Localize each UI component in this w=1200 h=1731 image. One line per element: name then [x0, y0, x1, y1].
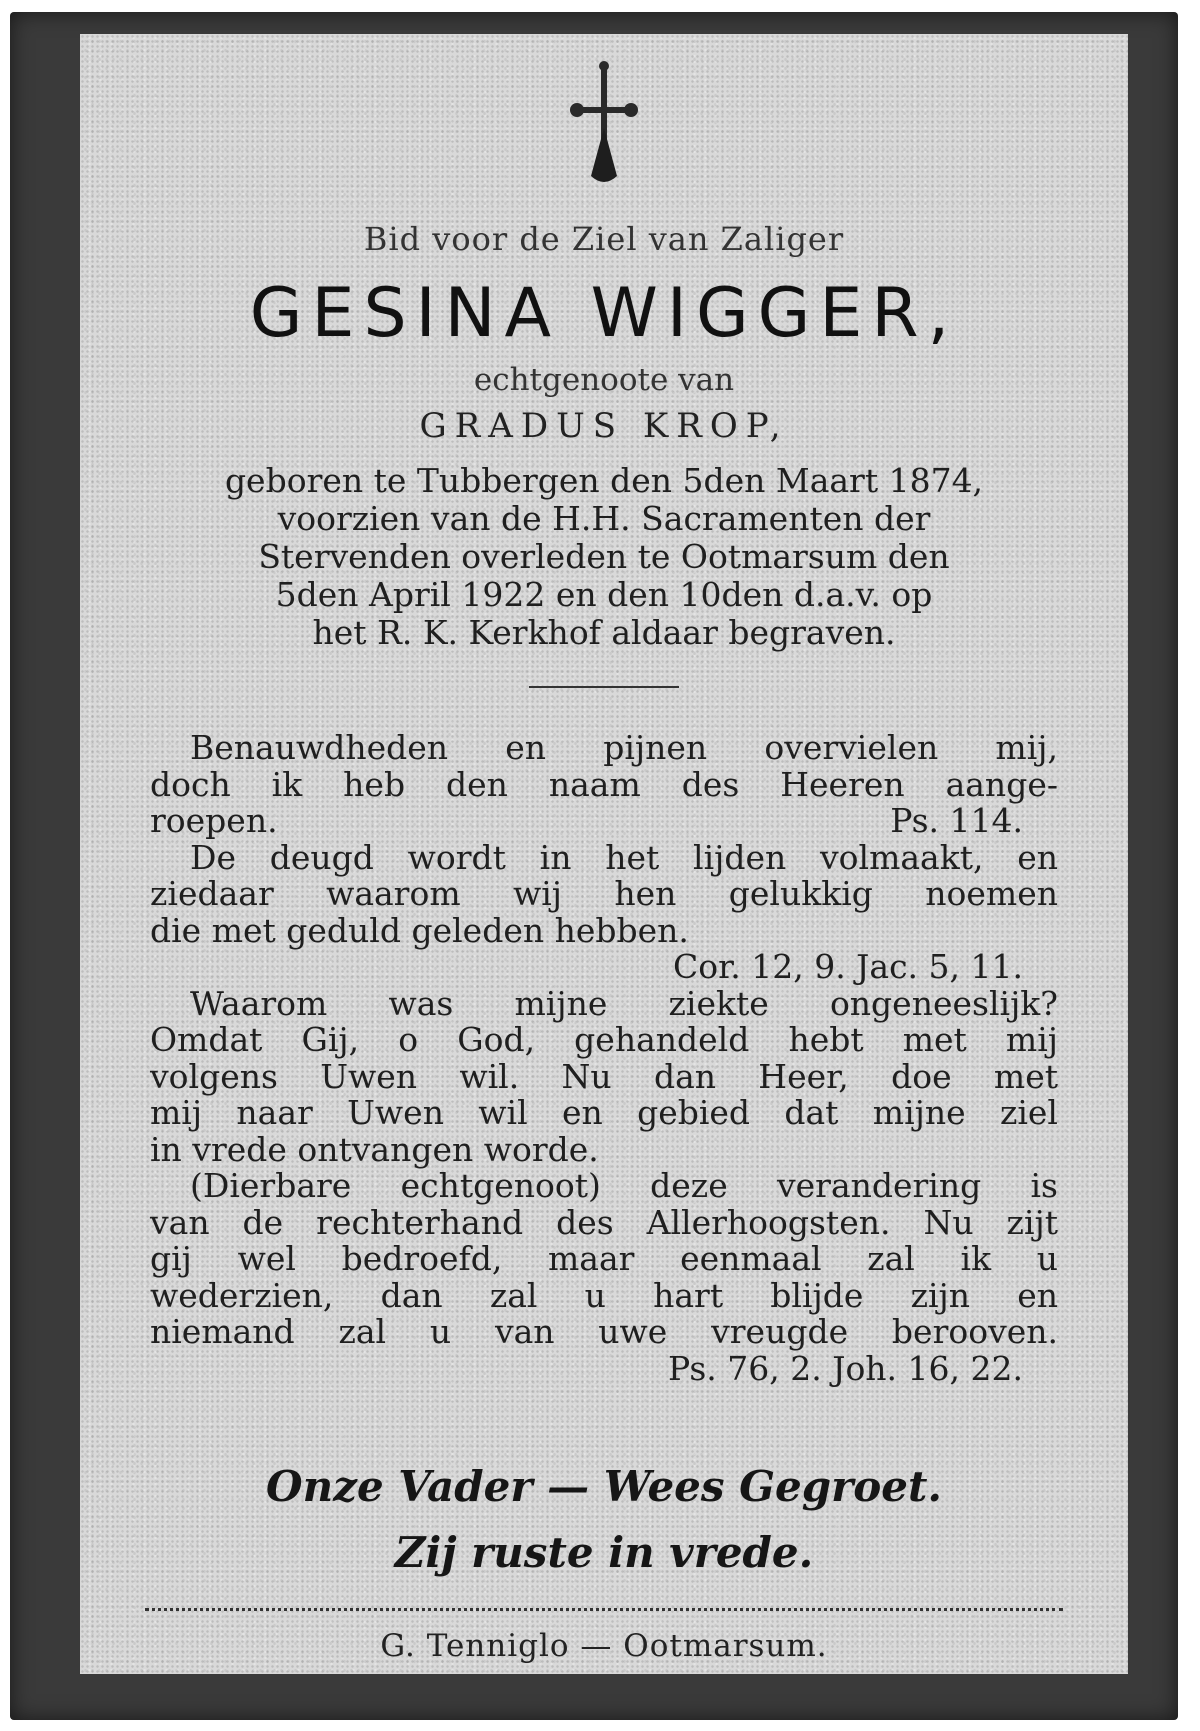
biography-line: 5den April 1922 en den 10den d.a.v. op: [275, 575, 933, 614]
rest-in-peace: Zij ruste in vrede.: [394, 1528, 814, 1577]
card-frame: [10, 12, 1178, 1720]
quote-line: niemand zal u van uwe vreugde berooven.: [150, 1312, 1058, 1351]
quote-line: ziedaar waarom wij hen gelukkig noemen: [150, 874, 1058, 913]
printer-imprint: G. Tenniglo — Ootmarsum.: [380, 1628, 828, 1664]
invocation: Bid voor de Ziel van Zaliger: [363, 220, 845, 258]
memorial-card: [80, 34, 1128, 1674]
biography-line: Stervenden overleden te Ootmarsum den: [258, 537, 950, 576]
biography-line: geboren te Tubbergen den 5den Maart 1874,: [224, 461, 984, 500]
quote-line: (Dierbare echtgenoot) deze verandering is: [190, 1166, 1058, 1205]
quote-line: Omdat Gij, o God, gehandeld hebt met mij: [150, 1020, 1058, 1059]
quote-line: volgens Uwen wil. Nu dan Heer, doe met: [150, 1056, 1058, 1096]
quote-line: Waarom was mijne ziekte ongeneeslijk?: [190, 983, 1058, 1023]
quote-reference: Ps. 114.: [890, 801, 1023, 840]
quote-reference: Cor. 12, 9. Jac. 5, 11.: [672, 947, 1023, 986]
cross-icon: [569, 58, 639, 188]
spouse-intro: echtgenoote van: [473, 362, 735, 398]
quote-line: doch ik heb den naam des Heeren aange-: [150, 764, 1058, 804]
quote-line: roepen.: [150, 801, 278, 840]
biography-line: het R. K. Kerkhof aldaar begraven.: [312, 613, 896, 652]
prayer: Onze Vader — Wees Gegroet.: [265, 1462, 943, 1511]
quote-line: De deugd wordt in het lijden volmaakt, en: [190, 837, 1058, 877]
quote-reference: Ps. 76, 2. Joh. 16, 22.: [668, 1348, 1023, 1388]
quote-line: gij wel bedroefd, maar eenmaal zal ik u: [150, 1239, 1058, 1278]
quote-line: Benauwdheden en pijnen overvielen mij,: [190, 728, 1058, 767]
quote-line: die met geduld geleden hebben.: [150, 910, 689, 950]
spouse-name: GRADUS KROP,: [419, 406, 789, 446]
quote-line: van de rechterhand des Allerhoogsten. Nu zijt: [150, 1202, 1058, 1242]
biography: [140, 462, 1068, 652]
biography-line: voorzien van de H.H. Sacramenten der: [277, 499, 931, 538]
divider: [529, 686, 679, 688]
deceased-name: GESINA WIGGER,: [249, 274, 959, 353]
dotted-divider: [145, 1608, 1063, 1611]
quote-line: mij naar Uwen wil en gebied dat mijne ziel: [150, 1093, 1058, 1132]
quote-line: in vrede ontvangen worde.: [150, 1129, 599, 1169]
quote-line: wederzien, dan zal u hart blijde zijn en: [150, 1275, 1058, 1315]
quote-line-with-ref: [150, 803, 1058, 840]
scripture-quotes: [150, 730, 1058, 1387]
